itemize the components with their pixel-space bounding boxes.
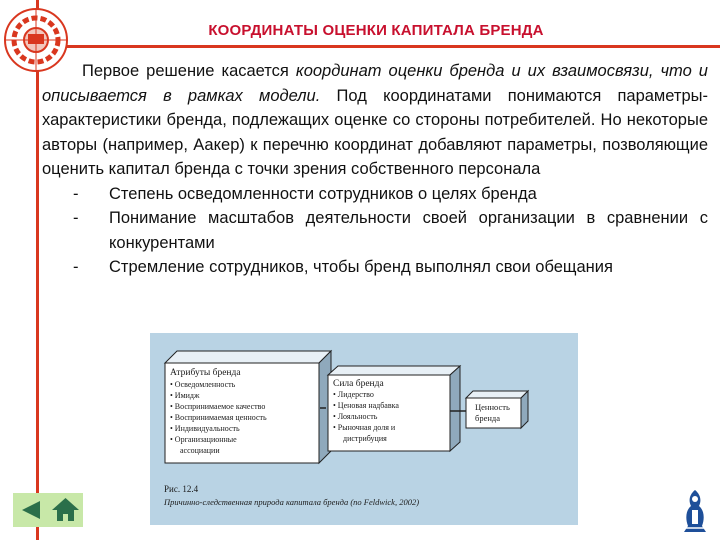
slide-title: КООРДИНАТЫ ОЦЕНКИ КАПИТАЛА БРЕНДА [208, 22, 544, 39]
bullet-item: - Стремление сотрудников, чтобы бренд выполнял свои обещания [73, 258, 613, 276]
bullet-item: - Степень осведомленности сотрудников о целях бренда [73, 184, 537, 203]
attribute-item: • Индивидуальность [170, 424, 240, 433]
value-line-1: Ценность [475, 402, 510, 412]
bullet-item: - Понимание масштабов деятельности своей организации в сравнении с конкурентами [73, 209, 708, 252]
value-line-2: бренда [475, 413, 500, 423]
attribute-item: • Имидж [170, 391, 200, 400]
back-button[interactable] [13, 493, 48, 527]
home-icon [48, 493, 83, 527]
university-emblem-icon [678, 488, 712, 534]
strength-item: дистрибуция [343, 434, 387, 443]
strength-item: • Лидерство [333, 390, 374, 399]
strength-item: • Рыночная доля и [333, 423, 396, 432]
attribute-item: • Воспринимаемая ценность [170, 413, 267, 422]
figure-caption-number: Рис. 12.4 [164, 484, 199, 494]
intro-paragraph: Первое решение касается координат оценки бренда и их взаимосвязи, что и описывается в рамках модели. Под координатами понимаются параметры-характеристики бренда, подлежащих оценке со стороны потребителей. Но некоторые авторы (например, Аакер) к перечню координат добавляют параметры, позволяющие оценить капитал бренда с точки зрения собственного персонала [42, 62, 708, 178]
strength-item: • Лояльность [333, 412, 378, 421]
figure-caption-text: Причинно-следственная природа капитала бренда (по Feldwick, 2002) [164, 497, 420, 507]
attribute-item: • Организационные [170, 435, 237, 444]
navigation-bar [13, 493, 83, 527]
arrow-left-icon [13, 493, 48, 527]
brand-equity-figure [150, 333, 578, 525]
slide-body [42, 59, 708, 280]
strength-title: Сила бренда [333, 379, 384, 389]
attribute-item: • Воспринимаемое качество [170, 402, 266, 411]
home-button[interactable] [48, 493, 83, 527]
strength-item: • Ценовая надбавка [333, 401, 399, 410]
italic-emphasis: координат оценки бренда и их взаимосвязи, что и описывается в рамках модели. [42, 62, 708, 105]
attributes-title: Атрибуты бренда [170, 368, 241, 378]
left-accent-line [36, 0, 39, 540]
attribute-item: ассоциации [180, 446, 220, 455]
attribute-item: • Осведомленность [170, 380, 236, 389]
title-underline [36, 45, 720, 48]
